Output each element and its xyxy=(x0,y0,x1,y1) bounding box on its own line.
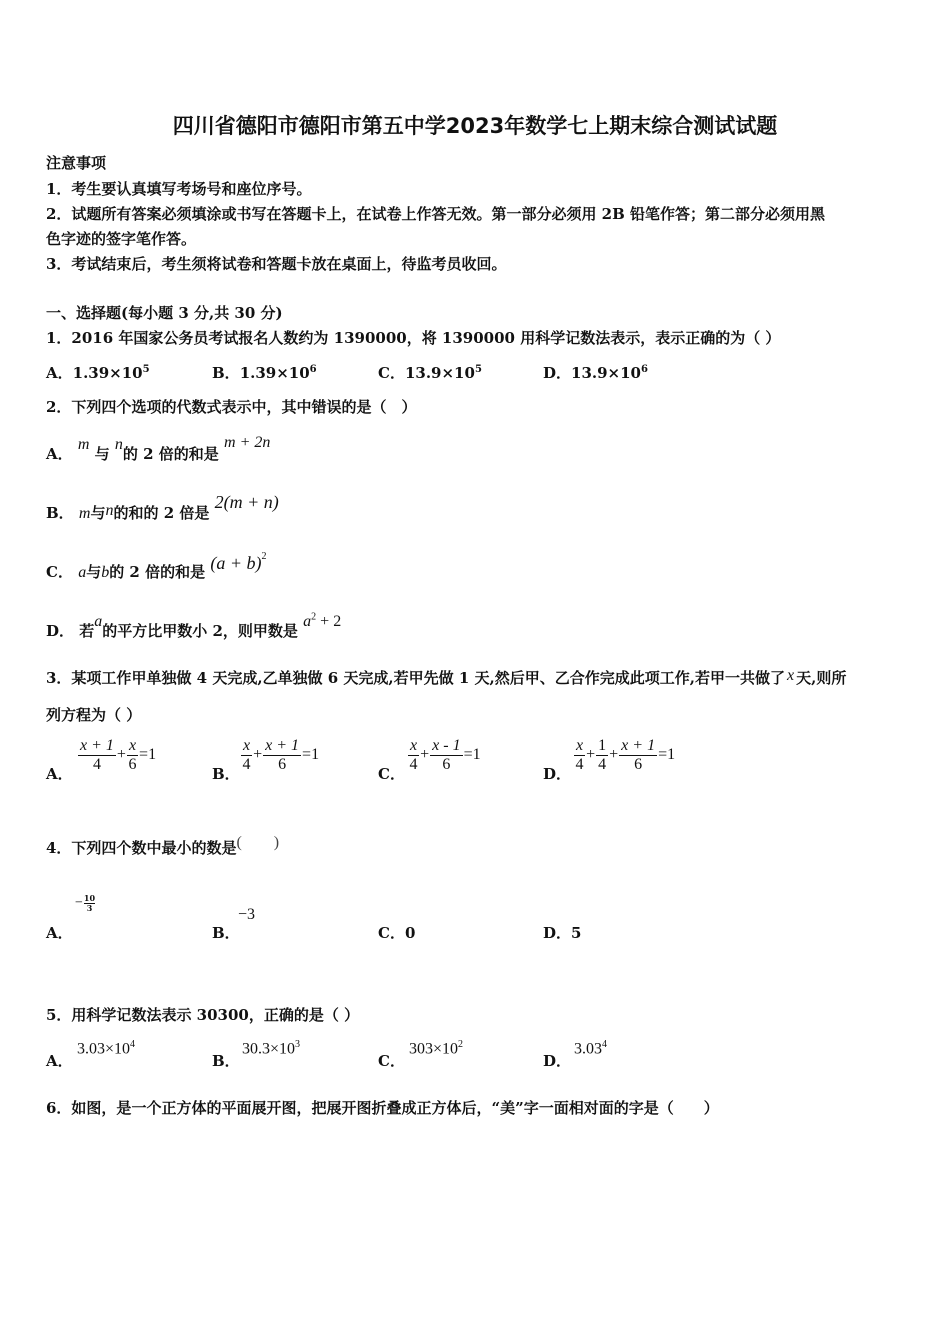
q4-option-a-label: A． xyxy=(46,924,73,942)
q5-option-a-label: A． xyxy=(46,1052,73,1070)
q3-option-d-label: D． xyxy=(543,765,572,783)
q3-option-a-expression: $\frac{x + 1}{4}$ + $\frac{x}{6}$ =1 xyxy=(80,737,157,773)
notice-item-3: 3．考试结束后，考生须将试卷和答题卡放在桌面上，待监考员收回。 xyxy=(46,255,507,273)
question-1-stem: 1．2016 年国家公务员考试报名人数约为 1390000，将 1390000 用科学记数法表示，表示正确的为（ ） xyxy=(46,329,781,347)
question-3-stem-cont: 列方程为（ ） xyxy=(46,706,142,724)
q3-option-b-expression: $\frac{x}{4}$ + $\frac{x + 1}{6}$ =1 xyxy=(242,737,320,773)
question-3-stem: 3．某项工作甲单独做 4 天完成,乙单独做 6 天完成,若甲先做 1 天,然后甲、乙合作完成此项工作,若甲一共做了 x 天,则所 xyxy=(46,667,847,687)
question-4-stem: 4．下列四个数中最小的数是( ) xyxy=(46,834,280,857)
q5-option-d-value: 3.03$^4$ xyxy=(574,1039,607,1058)
q3-option-d-expression: $\frac{x}{4}$ + $\frac{1}{4}$ + $\frac{x + 1}{6}$ =1 xyxy=(575,737,676,773)
q5-option-c-value: $303\times 10^2$ xyxy=(409,1039,464,1058)
q2-option-b: B． m与n的和的 2 倍是 2(m + n) xyxy=(46,492,279,522)
question-2-stem: 2．下列四个选项的代数式表示中，其中错误的是（ ） xyxy=(46,398,417,416)
q4-option-b-label: B． xyxy=(212,924,240,942)
q3-option-b-label: B． xyxy=(212,765,240,783)
notice-item-2-cont: 色字迹的签字笔作答。 xyxy=(46,230,197,248)
notice-item-1: 1．考生要认真填写考场号和座位序号。 xyxy=(46,180,312,198)
q5-option-a-value: $3.03\times 10^4$ xyxy=(77,1039,136,1058)
q2-b-expression: 2(m + n) xyxy=(214,492,279,512)
notice-item-2: 2．试题所有答案必须填涂或书写在答题卡上，在试卷上作答无效。第一部分必须用 2B 铅笔作答；第二部分必须用黑 xyxy=(46,205,826,223)
q1-option-d: D．$13.9\times 10^6$ xyxy=(543,364,648,382)
q1-option-c: C．$13.9\times 10^5$ xyxy=(378,364,482,382)
q2-option-a: A． m 与 n的 2 倍的和是 m + 2n xyxy=(46,434,271,463)
page-title: 四川省德阳市德阳市第五中学2023年数学七上期末综合测试试题 xyxy=(172,114,778,138)
q2-option-d: D． 若a的平方比甲数小 2，则甲数是 $a^2 + 2$ xyxy=(46,611,342,640)
question-6-stem: 6．如图，是一个正方体的平面展开图，把展开图折叠成正方体后，“美”字一面相对面的字是（ ） xyxy=(46,1099,719,1117)
q2-d-expression: $a^2 + 2$ xyxy=(303,611,342,630)
q4-option-a-value: − $\frac{10}{3}$ xyxy=(75,893,96,913)
question-5-stem: 5．用科学记数法表示 30300，正确的是（ ） xyxy=(46,1006,360,1024)
q1-option-b: B．$1.39\times 10^6$ xyxy=(212,364,317,382)
q5-option-b-value: $30.3\times 10^3$ xyxy=(242,1039,301,1058)
q3-option-c-label: C． xyxy=(378,765,405,783)
section-heading: 一、选择题(每小题 3 分,共 30 分) xyxy=(46,304,283,322)
q4-option-b-value: −3 xyxy=(238,906,256,923)
q4-option-c: C．0 xyxy=(378,924,416,942)
q4-option-d: D．5 xyxy=(543,924,582,942)
q1-option-a: A．$1.39\times 10^5$ xyxy=(46,364,150,382)
q2-option-c: C． a与b的 2 倍的和是 $(a + b)^2$ xyxy=(46,551,267,581)
q2-c-expression: (a + b) xyxy=(210,553,262,573)
q5-option-d-label: D． xyxy=(543,1052,572,1070)
q3-option-c-expression: $\frac{x}{4}$ + $\frac{x - 1}{6}$ =1 xyxy=(409,737,481,773)
q5-option-c-label: C． xyxy=(378,1052,405,1070)
q2-a-expression: m + 2n xyxy=(224,434,271,451)
notice-heading: 注意事项 xyxy=(46,154,107,172)
q5-option-b-label: B． xyxy=(212,1052,240,1070)
q3-option-a-label: A． xyxy=(46,765,73,783)
